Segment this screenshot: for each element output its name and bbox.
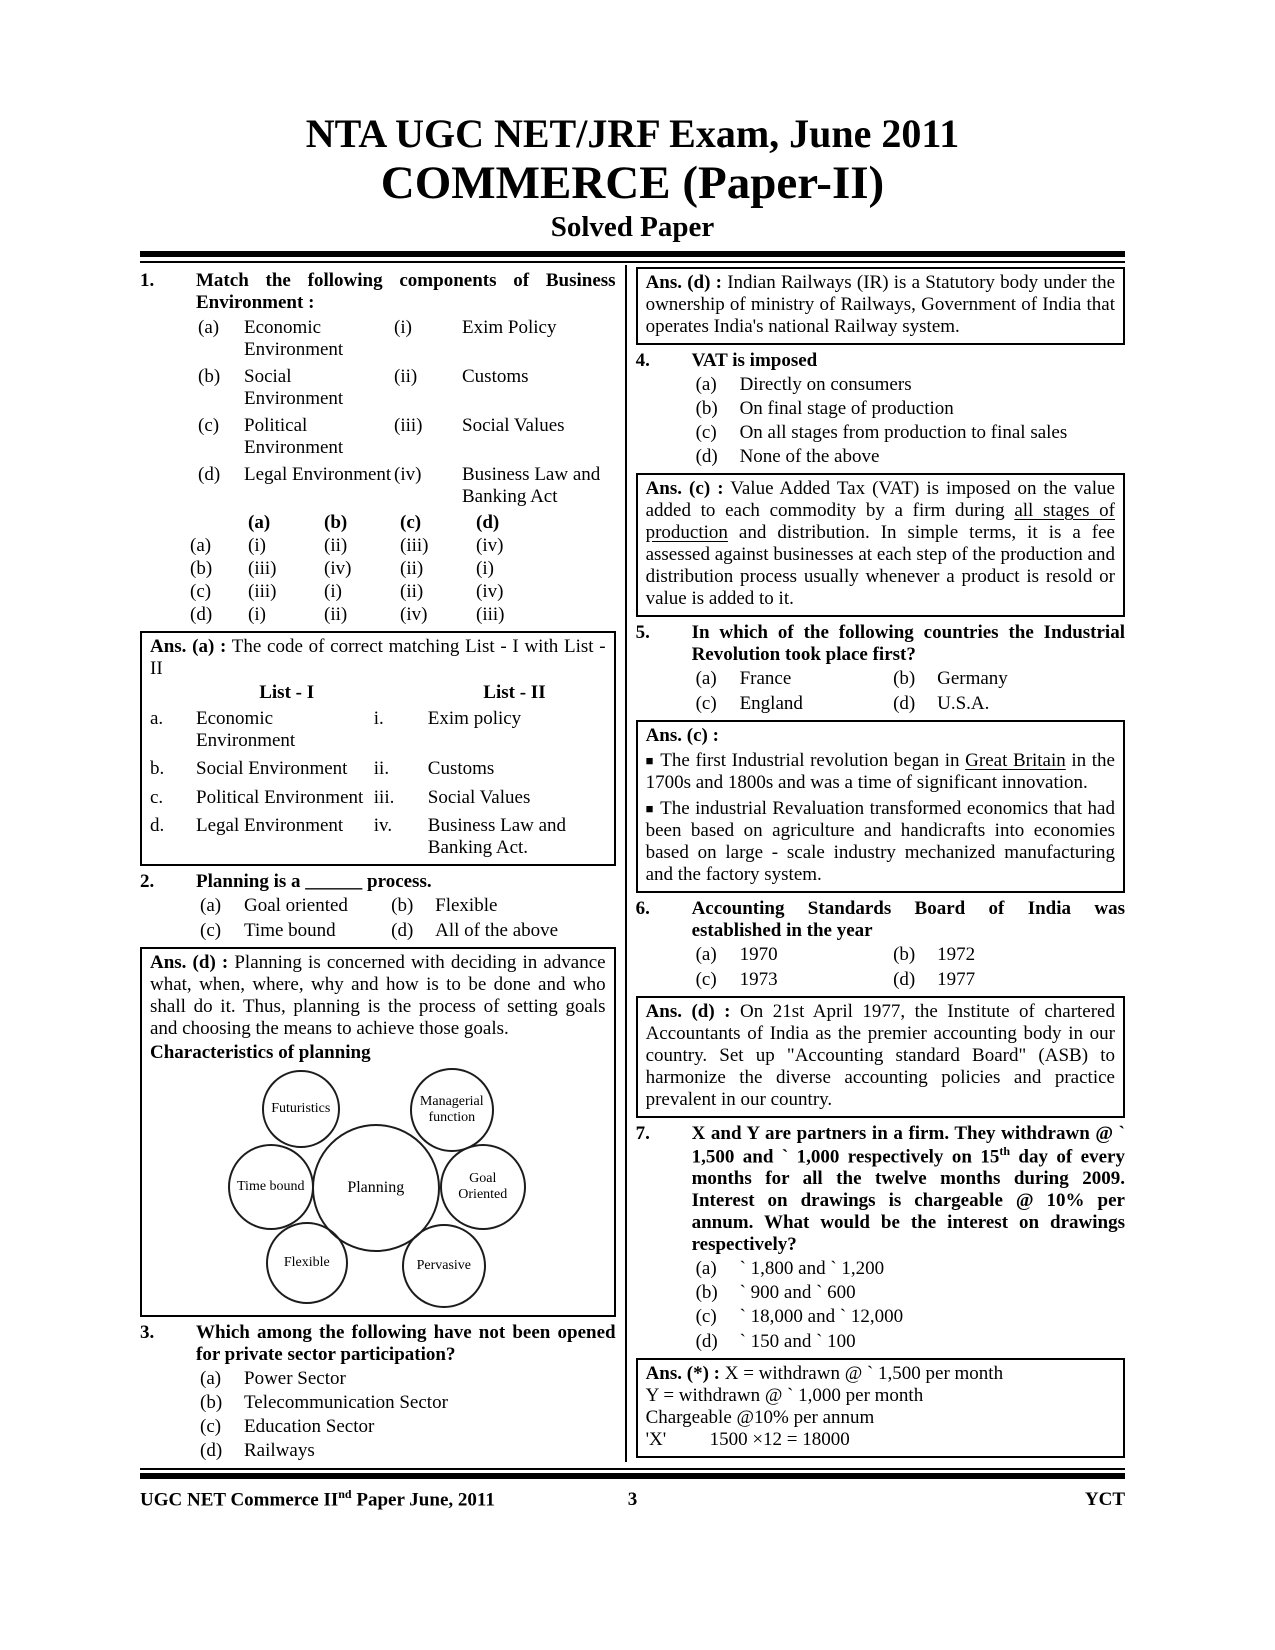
option-text: Education Sector: [244, 1415, 375, 1437]
match-row-label: (a): [198, 316, 220, 338]
diagram-title: Characteristics of planning: [150, 1041, 371, 1063]
option-label: (a): [695, 943, 717, 965]
option-text: France: [739, 668, 792, 690]
match-row-text: Customs: [462, 365, 529, 387]
option: [696, 944, 894, 966]
answer-text: X = withdrawn @ ` 1,500 per month: [724, 1362, 1004, 1384]
answer-box-q5: [636, 720, 1125, 892]
option-label: (d): [200, 1440, 223, 1461]
question-number: 5.: [635, 622, 650, 644]
q1-match-table: [198, 317, 616, 508]
match-row-text: Business Law and Banking Act: [462, 464, 601, 508]
match-row-label: (ii): [394, 365, 418, 387]
match-row-label: (i): [394, 316, 412, 338]
code-cell: (ii): [324, 604, 348, 626]
code-header-cell: (c): [400, 512, 422, 534]
option-text: 1970: [739, 943, 778, 965]
code-cell: (iv): [476, 581, 504, 603]
list-row-label: ii.: [373, 758, 390, 780]
option: [893, 944, 1125, 966]
left-column: [140, 265, 627, 1462]
list-row-label: iii.: [373, 786, 395, 808]
list-row-label: c.: [150, 786, 164, 808]
option-label: (a): [200, 1367, 222, 1389]
question-text-part: X and Y are partners in a firm. They withdrawn @ ` 1,500 and ` 1,000 respectively on 15: [691, 1122, 1125, 1168]
list-row-text: Economic Environment: [196, 708, 296, 752]
code-cell: (iv): [324, 558, 352, 580]
diagram-node-goal-oriented: Goal Oriented: [440, 1144, 526, 1230]
footer-publisher: YCT: [1084, 1489, 1125, 1511]
option-text: Time bound: [244, 919, 336, 941]
question-number: 1.: [140, 269, 155, 291]
option-label: (c): [695, 422, 717, 444]
option-text: ` 150 and ` 100: [739, 1330, 856, 1352]
option-text: Directly on consumers: [739, 373, 912, 395]
footer-left-rest: Paper June, 2011: [351, 1489, 495, 1511]
option: [696, 1258, 1125, 1280]
option: [200, 1416, 616, 1438]
option-text: ` 900 and ` 600: [739, 1282, 856, 1304]
diagram-node-futuristics: Futuristics: [262, 1070, 340, 1148]
list-row-text: Customs: [427, 758, 495, 780]
question-text: [692, 1123, 1125, 1257]
header-divider-rule: [140, 251, 1125, 263]
code-row-label: (c): [190, 581, 212, 603]
q6-options: [696, 944, 1125, 991]
option-text: 1977: [937, 968, 976, 990]
match-row-text: Social Values: [462, 415, 565, 437]
answer-box-q7: [636, 1358, 1125, 1458]
match-row-label: (c): [198, 415, 220, 437]
question-number: 7.: [635, 1122, 650, 1144]
list-row-label: b.: [150, 758, 165, 780]
option-text: Telecommunication Sector: [244, 1391, 448, 1413]
answer-line: [646, 1363, 1115, 1385]
option: [696, 398, 1125, 420]
equation-text: 1500 ×12 = 18000: [709, 1428, 850, 1450]
code-header-cell: (d): [476, 512, 500, 534]
option-label: (d): [695, 446, 718, 468]
list-row-text: Exim policy: [427, 708, 522, 730]
answer-box-q1: [140, 631, 616, 865]
question-text: Match the following components of Business Environment :: [196, 269, 616, 313]
planning-characteristics-diagram: [228, 1068, 528, 1310]
diagram-node-pervasive: Pervasive: [402, 1224, 486, 1308]
option: [696, 693, 894, 715]
paper-title: COMMERCE (Paper-II): [380, 157, 885, 209]
match-row-text: Political Environment: [244, 415, 344, 459]
option-text: ` 1,800 and ` 1,200: [739, 1258, 885, 1280]
match-row-text: Exim Policy: [462, 316, 557, 338]
code-row-label: (a): [190, 535, 212, 557]
answer-text: Indian Railways (IR) is a Statutory body under the ownership of ministry of Railways, Government of India that operates India's national Railway system.: [645, 271, 1115, 337]
answer-line: [646, 1429, 1115, 1451]
bullet-square-icon: ■: [645, 753, 655, 769]
question-1: [140, 270, 616, 314]
answer-label: Ans. (c) :: [645, 725, 719, 747]
question-number: 3.: [140, 1321, 155, 1343]
question-2: [140, 871, 616, 893]
option-label: (a): [200, 894, 222, 916]
option: [200, 895, 391, 917]
option-label: (c): [200, 919, 222, 941]
answer-text: and distribution. In simple terms, it is a fee assessed against businesses at each step of the production and distribution process usually whenever a product is resold or value is added to it.: [645, 522, 1115, 610]
list-row-label: i.: [373, 708, 384, 730]
option: [696, 1331, 1125, 1353]
option: [893, 668, 1125, 690]
code-cell: (iii): [248, 581, 277, 603]
paper-subtitle: Solved Paper: [550, 211, 715, 244]
answer-label: Ans. (*) :: [645, 1362, 720, 1384]
list-row-label: a.: [150, 708, 164, 730]
option: [391, 895, 615, 917]
bullet-square-icon: ■: [645, 800, 655, 816]
answer-line: Y = withdrawn @ ` 1,000 per month: [645, 1384, 924, 1406]
option: [391, 920, 615, 942]
match-row-label: (b): [198, 365, 221, 387]
option-text: 1973: [739, 968, 778, 990]
match-row-text: Legal Environment: [244, 464, 392, 486]
list-row-text: Social Values: [427, 786, 531, 808]
question-3: [140, 1322, 616, 1366]
option-text: England: [739, 693, 803, 715]
list-row-text: Political Environment: [196, 786, 364, 808]
option-label: (a): [695, 1258, 717, 1280]
code-cell: (iii): [248, 558, 277, 580]
code-cell: (i): [324, 581, 342, 603]
option-label: (b): [695, 1282, 718, 1304]
q3-options: [200, 1368, 616, 1462]
answer-label: Ans. (a) :: [150, 636, 227, 658]
option: [893, 969, 1125, 991]
option-text: On final stage of production: [739, 398, 954, 419]
code-cell: (iii): [476, 604, 505, 626]
option-label: (d): [893, 693, 916, 715]
footer-left-superscript: nd: [338, 1487, 352, 1502]
page-header: [140, 112, 1125, 245]
code-header-cell: (a): [248, 512, 271, 534]
question-7: [636, 1123, 1125, 1257]
match-row-text: Economic Environment: [244, 316, 344, 360]
code-row-label: (b): [190, 558, 213, 580]
diagram-node-flexible: Flexible: [266, 1222, 348, 1304]
list-row-text: Business Law and Banking Act.: [427, 814, 567, 858]
question-text: Accounting Standards Board of India was established in the year: [691, 897, 1125, 941]
option-text: Railways: [244, 1440, 315, 1461]
option-label: (c): [695, 1306, 717, 1328]
option-label: (d): [695, 1330, 718, 1352]
question-number: 4.: [635, 349, 650, 371]
footer-left-main: UGC NET Commerce II: [140, 1489, 339, 1511]
question-number: 6.: [635, 897, 650, 919]
answer-text: The code of correct matching List - I with List - II: [150, 636, 606, 680]
answer-text: Planning is concerned with deciding in advance what, when, where, why and how is to be done and who shall do it. Thus, planning is the process of setting goals and choosing the means to achieve those goals.: [150, 951, 606, 1039]
answer-text: Value Added Tax (VAT) is imposed on the value added to each commodity by a firm during: [645, 478, 1115, 522]
answer-box-q6: [636, 996, 1125, 1118]
answer-label: Ans. (d) :: [150, 951, 229, 973]
code-cell: (i): [248, 535, 266, 557]
answer-bullet-2: [646, 798, 1115, 886]
q2-options: [200, 895, 616, 942]
answer-text: On 21st April 1977, the Institute of chartered Accountants of India as the premier accounting body in our country. Set up "Accounting standard Board" (ASB) to harmonize the diverse accounting policies and practice prevalent in our country.: [645, 1000, 1115, 1110]
option: [893, 693, 1125, 715]
q7-options: [696, 1258, 1125, 1352]
answer-box-q2: [140, 947, 616, 1317]
list-row-text: Social Environment: [196, 758, 348, 780]
code-cell: (iv): [400, 604, 428, 626]
option-text: 1972: [937, 943, 976, 965]
question-text: Which among the following have not been opened for private sector participation?: [196, 1321, 616, 1365]
answer-bullet-1: [646, 750, 1115, 794]
match-row-label: (iii): [394, 415, 423, 437]
option-text: Flexible: [435, 894, 498, 916]
question-text: Planning is a ______ process.: [196, 870, 432, 892]
answer-text-underlined: Great Britain: [965, 750, 1066, 772]
answer-label: Ans. (c) :: [645, 478, 724, 500]
option-label: (a): [695, 668, 717, 690]
option-text: All of the above: [435, 919, 559, 941]
option-label: (d): [893, 968, 916, 990]
option: [696, 1306, 1125, 1328]
option: [696, 374, 1125, 396]
question-5: [636, 622, 1125, 666]
match-row-text: Social Environment: [244, 365, 344, 409]
code-cell: (ii): [400, 558, 424, 580]
option-label: (c): [695, 693, 717, 715]
page-footer: [140, 1488, 1125, 1511]
two-column-body: [140, 265, 1125, 1462]
option: [696, 668, 894, 690]
code-cell: (ii): [400, 581, 424, 603]
question-number: 2.: [140, 870, 155, 892]
option: [200, 1440, 616, 1462]
q4-options: [696, 374, 1125, 468]
option-label: (d): [391, 919, 414, 941]
list-row-text: Legal Environment: [196, 814, 344, 836]
option-label: (c): [695, 968, 717, 990]
answer-list-table: [150, 708, 606, 858]
footer-divider-rule: [140, 1468, 1125, 1479]
option: [200, 1368, 616, 1390]
option: [696, 1282, 1125, 1304]
option: [200, 1392, 616, 1414]
option-text: Goal oriented: [244, 894, 348, 916]
list-1-header: List - I: [259, 682, 315, 704]
option-label: (a): [695, 373, 717, 395]
equation-label: 'X': [645, 1428, 667, 1450]
option-text: U.S.A.: [937, 693, 990, 715]
option: [696, 446, 1125, 468]
question-text-superscript: th: [999, 1143, 1010, 1158]
list-table-headers: [150, 682, 606, 704]
answer-text: The industrial Revaluation transformed economics that had been based on agriculture and handicrafts into economies based on large - scale industry mechanized manufacturing and the factory system.: [645, 797, 1115, 885]
list-row-label: iv.: [373, 814, 393, 836]
code-header-spacer: [190, 512, 248, 534]
match-row-label: (d): [198, 464, 221, 486]
option-label: (b): [695, 398, 718, 419]
diagram-node-planning-center: Planning: [312, 1124, 440, 1252]
option-label: (c): [200, 1415, 222, 1437]
list-2-header: List - II: [483, 682, 546, 704]
code-cell: (iv): [476, 535, 504, 557]
option-label: (b): [200, 1391, 223, 1413]
code-cell: (iii): [400, 535, 429, 557]
footer-page-number: 3: [627, 1489, 638, 1511]
answer-box-q4: [636, 473, 1125, 617]
diagram-node-time-bound: Time bound: [228, 1144, 314, 1230]
question-6: [636, 898, 1125, 942]
code-cell: (i): [476, 558, 494, 580]
q5-options: [696, 668, 1125, 715]
answer-box-q3: [636, 267, 1125, 345]
option-label: (b): [391, 894, 414, 916]
code-cell: (i): [248, 604, 266, 626]
code-cell: (ii): [324, 535, 348, 557]
diagram-node-managerial-function: Managerial function: [410, 1068, 494, 1152]
option-text: Germany: [937, 668, 1008, 690]
question-text: In which of the following countries the Industrial Revolution took place first?: [691, 622, 1125, 666]
option-label: (b): [893, 943, 916, 965]
answer-text-underlined: all stages of production: [645, 500, 1115, 544]
option: [696, 422, 1125, 444]
option: [696, 969, 894, 991]
match-row-label: (iv): [394, 464, 422, 486]
option-text: Power Sector: [244, 1367, 346, 1389]
option-text: On all stages from production to final sales: [739, 422, 1068, 444]
question-text: VAT is imposed: [691, 349, 818, 371]
answer-text: in the 1700s and 1800s and was a time of significant innovation.: [645, 750, 1115, 794]
question-text-part: day of every months for all the twelve months during 2009. Interest on drawings is chargeable @ 10% per annum. What would be the interest on drawings respectively?: [691, 1146, 1125, 1256]
option-text: None of the above: [739, 446, 880, 468]
code-header-cell: (b): [324, 512, 348, 534]
option-label: (b): [893, 668, 916, 690]
question-4: [636, 350, 1125, 372]
right-column: [627, 265, 1125, 1462]
code-row-label: (d): [190, 604, 213, 626]
answer-label: Ans. (d) :: [645, 1000, 731, 1022]
answer-label: Ans. (d) :: [645, 271, 722, 293]
exam-title: NTA UGC NET/JRF Exam, June 2011: [305, 111, 960, 156]
option: [200, 920, 391, 942]
answer-line: Chargeable @10% per annum: [645, 1406, 875, 1428]
option-text: ` 18,000 and ` 12,000: [739, 1306, 904, 1328]
list-row-label: d.: [150, 814, 165, 836]
answer-text: The first Industrial revolution began in: [660, 750, 966, 772]
q1-code-table: [190, 512, 616, 626]
footer-left-text: [140, 1488, 628, 1511]
